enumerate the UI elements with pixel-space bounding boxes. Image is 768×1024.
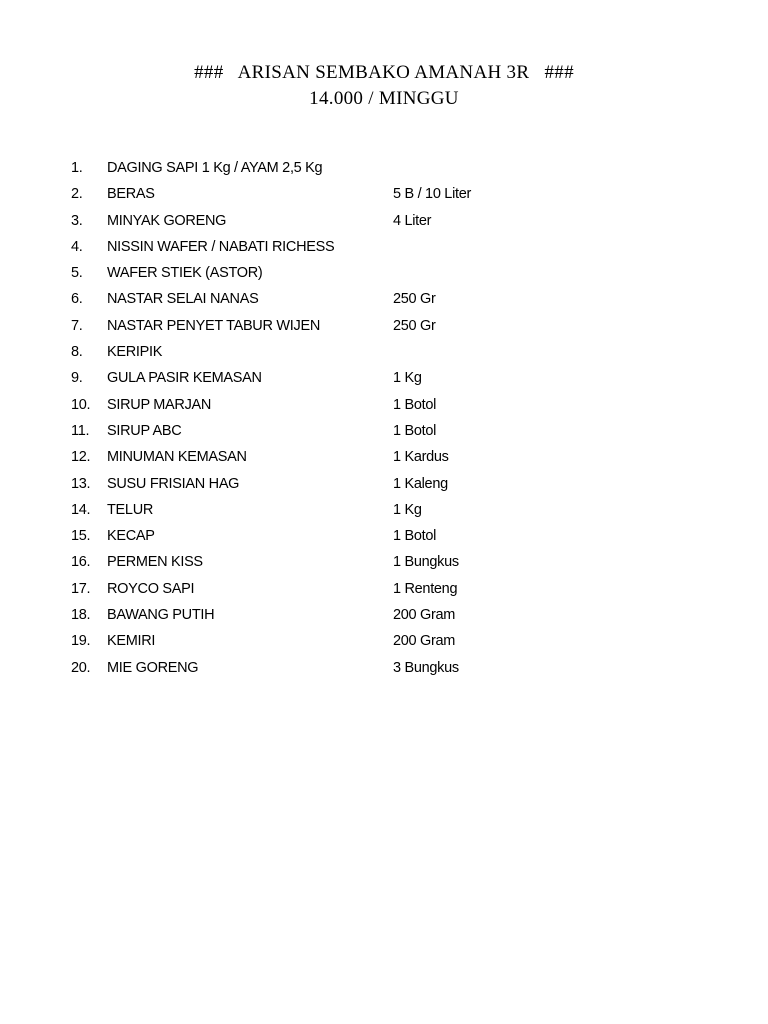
item-quantity: 1 Botol bbox=[393, 528, 437, 545]
item-name: MINUMAN KEMASAN bbox=[107, 449, 247, 466]
list-item bbox=[0, 392, 768, 418]
list-item bbox=[0, 418, 768, 444]
item-quantity: 5 B / 10 Liter bbox=[393, 186, 472, 203]
item-quantity: 1 Renteng bbox=[393, 580, 458, 597]
item-quantity: 4 Liter bbox=[393, 212, 432, 229]
item-name: MINYAK GORENG bbox=[107, 212, 227, 229]
item-name: ROYCO SAPI bbox=[107, 580, 195, 597]
item-name: TELUR bbox=[107, 501, 154, 518]
item-name: BAWANG PUTIH bbox=[107, 607, 215, 624]
item-name: GULA PASIR KEMASAN bbox=[107, 370, 262, 387]
list-item bbox=[0, 549, 768, 575]
page-title: ### ARISAN SEMBAKO AMANAH 3R ### bbox=[194, 62, 574, 83]
list-item bbox=[0, 339, 768, 365]
item-name: NASTAR PENYET TABUR WIJEN bbox=[107, 317, 320, 334]
item-number: 17. bbox=[71, 580, 91, 597]
list-item bbox=[0, 286, 768, 312]
list-item bbox=[0, 155, 768, 181]
item-number: 5. bbox=[71, 265, 83, 282]
item-name: SIRUP ABC bbox=[107, 422, 182, 439]
item-name: NISSIN WAFER / NABATI RICHESS bbox=[107, 238, 335, 255]
list-item bbox=[0, 365, 768, 391]
item-number: 11. bbox=[71, 422, 90, 439]
list-item bbox=[0, 523, 768, 549]
item-number: 18. bbox=[71, 607, 91, 624]
item-number: 1. bbox=[71, 160, 83, 176]
item-number: 9. bbox=[71, 370, 83, 387]
list-item bbox=[0, 628, 768, 654]
item-quantity: 3 Bungkus bbox=[393, 659, 459, 676]
list-item bbox=[0, 655, 768, 681]
item-quantity: 1 Kaleng bbox=[393, 475, 448, 492]
item-number: 7. bbox=[71, 317, 83, 334]
item-name: DAGING SAPI 1 Kg / AYAM 2,5 Kg bbox=[107, 160, 323, 176]
item-name: NASTAR SELAI NANAS bbox=[107, 291, 259, 308]
list-item bbox=[0, 181, 768, 207]
list-item bbox=[0, 471, 768, 497]
item-name: SUSU FRISIAN HAG bbox=[107, 475, 240, 492]
item-quantity: 200 Gram bbox=[393, 633, 456, 650]
list-item bbox=[0, 497, 768, 523]
item-number: 19. bbox=[71, 633, 91, 650]
item-number: 16. bbox=[71, 554, 91, 571]
list-item bbox=[0, 602, 768, 628]
list-item bbox=[0, 260, 768, 286]
item-number: 3. bbox=[71, 212, 83, 229]
item-quantity: 250 Gr bbox=[393, 317, 436, 334]
item-name: MIE GORENG bbox=[107, 659, 199, 676]
item-list bbox=[0, 155, 768, 681]
list-item bbox=[0, 208, 768, 234]
item-quantity: 1 Botol bbox=[393, 422, 437, 439]
item-number: 4. bbox=[71, 238, 83, 255]
item-number: 13. bbox=[71, 475, 91, 492]
item-name: BERAS bbox=[107, 186, 155, 203]
item-name: PERMEN KISS bbox=[107, 554, 203, 571]
item-name: WAFER STIEK (ASTOR) bbox=[107, 265, 263, 282]
list-item bbox=[0, 576, 768, 602]
document-header bbox=[0, 60, 768, 112]
item-quantity: 200 Gram bbox=[393, 607, 456, 624]
item-number: 20. bbox=[71, 659, 91, 676]
item-number: 10. bbox=[71, 396, 91, 413]
item-number: 12. bbox=[71, 449, 91, 466]
item-name: SIRUP MARJAN bbox=[107, 396, 212, 413]
item-number: 14. bbox=[71, 501, 91, 518]
item-number: 8. bbox=[71, 344, 83, 361]
item-quantity: 1 Kardus bbox=[393, 449, 449, 466]
item-name: KEMIRI bbox=[107, 633, 156, 650]
item-name: KERIPIK bbox=[107, 344, 163, 361]
item-quantity: 1 Bungkus bbox=[393, 554, 459, 571]
item-number: 15. bbox=[71, 528, 91, 545]
item-quantity: 1 Kg bbox=[393, 370, 422, 387]
list-item bbox=[0, 234, 768, 260]
page-subtitle: 14.000 / MINGGU bbox=[309, 88, 459, 109]
list-item bbox=[0, 313, 768, 339]
list-item bbox=[0, 444, 768, 470]
item-quantity: 1 Botol bbox=[393, 396, 437, 413]
item-quantity: 250 Gr bbox=[393, 291, 436, 308]
item-number: 6. bbox=[71, 291, 83, 308]
item-quantity: 1 Kg bbox=[393, 501, 422, 518]
item-name: KECAP bbox=[107, 528, 155, 545]
item-number: 2. bbox=[71, 186, 83, 203]
